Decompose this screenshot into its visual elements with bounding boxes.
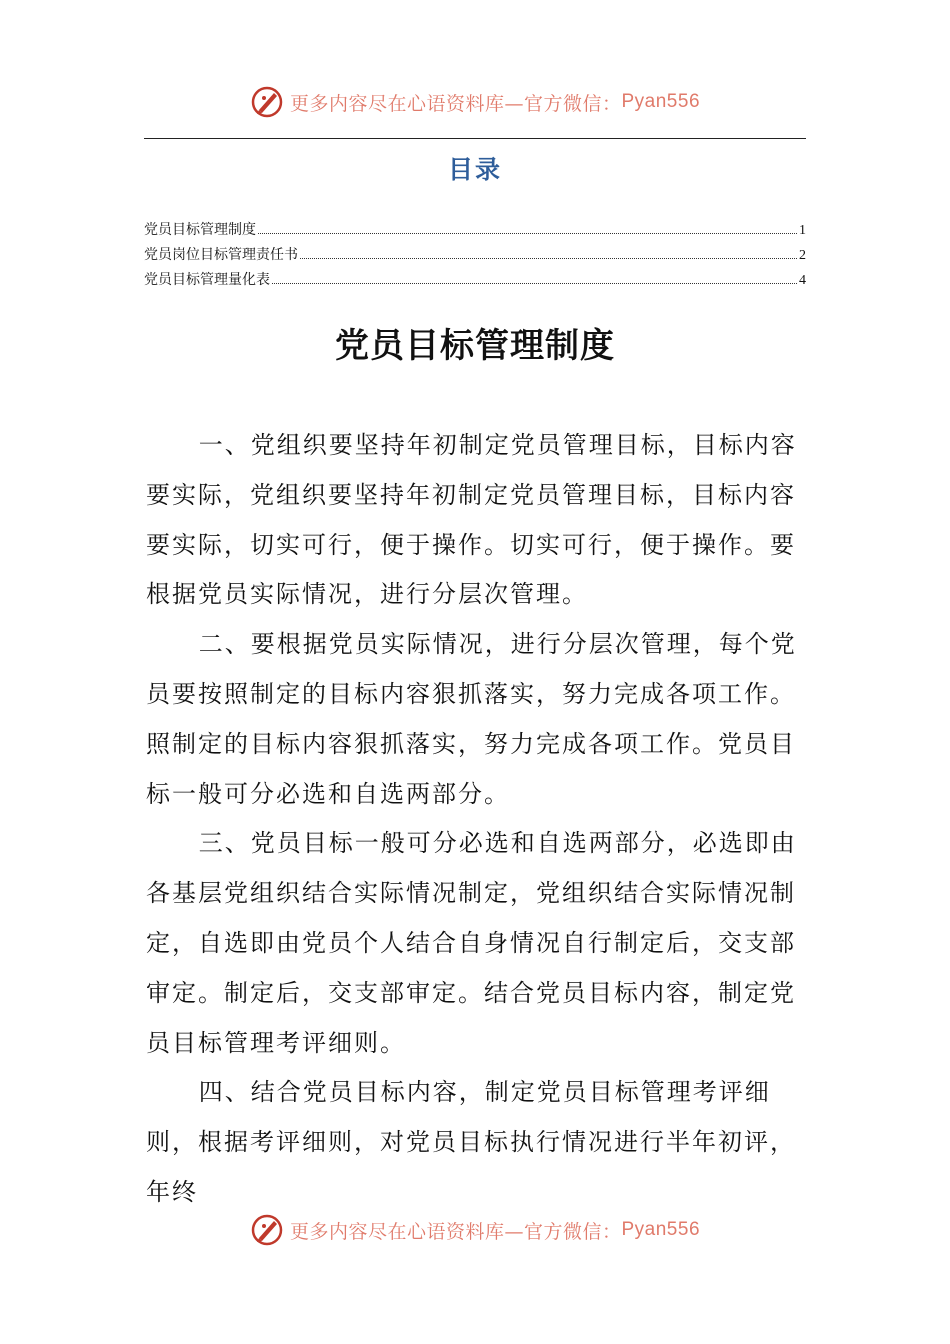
watermark-text: 更多内容尽在心语资料库—官方微信： [289, 92, 622, 115]
toc-title: 目录 [447, 155, 502, 184]
toc-entry[interactable] [144, 269, 806, 294]
toc-entry-label: 党员岗位目标管理责任书 [144, 247, 298, 263]
toc-entry-label: 党员目标管理量化表 [144, 272, 270, 288]
toc-entry-page: 2 [799, 248, 806, 263]
toc-leader-dots [258, 233, 797, 234]
toc-leader-dots [272, 283, 797, 284]
toc-entry-page: 4 [799, 273, 806, 288]
pen-logo-icon [250, 85, 284, 119]
table-of-contents [144, 219, 806, 294]
toc-entry-page: 1 [799, 223, 806, 238]
toc-entry[interactable] [144, 219, 806, 244]
paragraph: 二、要根据党员实际情况，进行分层次管理，每个党员要按照制定的目标内容狠抓落实，努力完成各项工作。照制定的目标内容狠抓落实，努力完成各项工作。党员目标一般可分必选和自选两部分。 [146, 630, 797, 808]
pen-logo-icon [250, 1213, 284, 1247]
paragraph: 一、党组织要坚持年初制定党员管理目标，目标内容要实际，党组织要坚持年初制定党员管理目标，目标内容要实际，切实可行，便于操作。切实可行，便于操作。要根据党员实际情况，进行分层次管理。 [146, 431, 797, 609]
toc-entry[interactable] [144, 244, 806, 269]
toc-entry-label: 党员目标管理制度 [144, 222, 256, 238]
paragraph: 三、党员目标一般可分必选和自选两部分，必选即由各基层党组织结合实际情况制定，党组织结合实际情况制定，自选即由党员个人结合自身情况自行制定后，交支部审定。制定后，交支部审定。结合党员目标内容，制定党员目标管理考评细则。 [146, 829, 797, 1057]
document-title: 党员目标管理制度 [335, 326, 615, 366]
toc-leader-dots [300, 258, 797, 259]
watermark-text: 更多内容尽在心语资料库—官方微信： [289, 1220, 622, 1243]
watermark-id: Pyan556 [621, 1219, 701, 1240]
paragraph: 四、结合党员目标内容，制定党员目标管理考评细则，根据考评细则，对党员目标执行情况进行半年初评，年终 [146, 1078, 796, 1206]
document-body [146, 421, 808, 1218]
header-divider [144, 138, 806, 139]
footer-watermark [0, 1213, 950, 1247]
watermark-id: Pyan556 [621, 91, 701, 112]
header-watermark [0, 85, 950, 119]
